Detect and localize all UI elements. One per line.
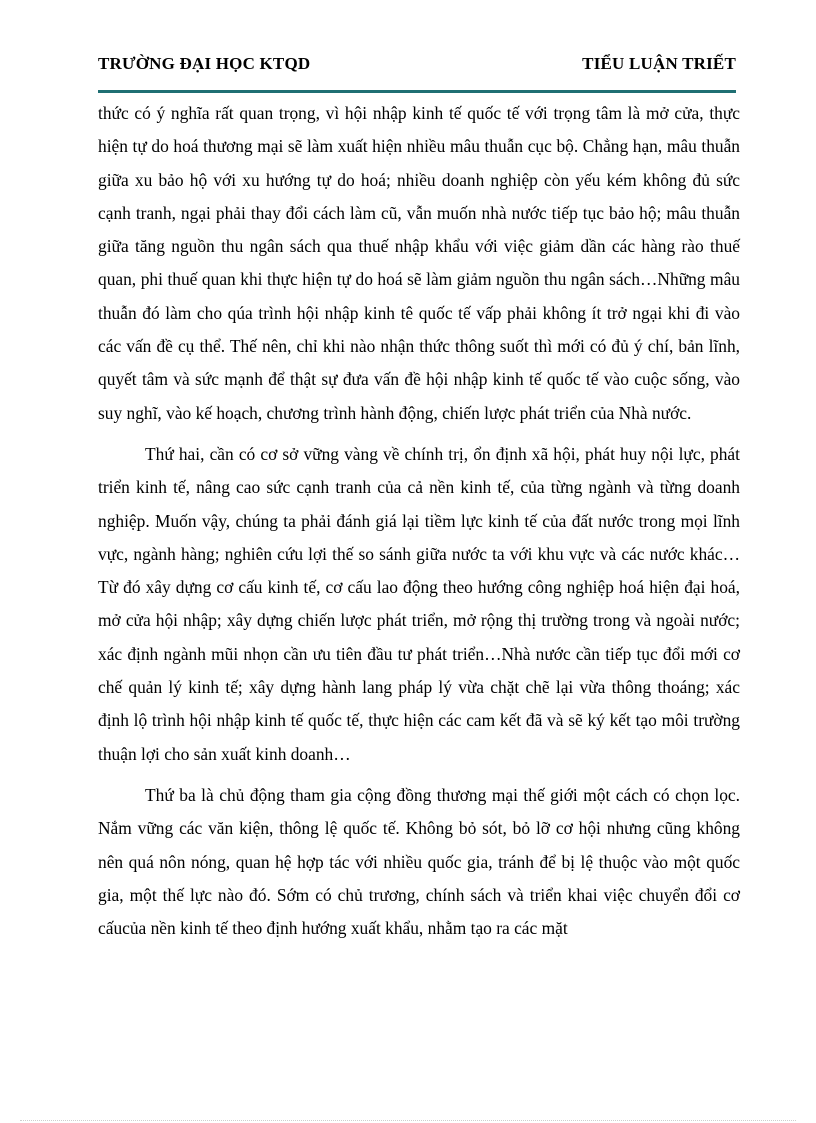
paragraph-thu-hai: Thứ hai, cần có cơ sở vững vàng về chính trị, ổn định xã hội, phát huy nội lực, phát triển kinh tế, nâng cao sức cạnh tranh của cả nền kinh tế, của từng ngành và từng doanh nghiệp. Muốn vậy, chúng ta phải đánh giá lại tiềm lực kinh tế của đất nước trong mọi lĩnh vực, ngành hàng; nghiên cứu lợi thế so sánh giữa nước ta với khu vực và các nước khác…Từ đó xây dựng cơ cấu kinh tế, cơ cấu lao động theo hướng công nghiệp hoá hiện đại hoá, mở cửa hội nhập; xây dựng chiến lược phát triển, mở rộng thị trường trong và ngoài nước; xác định ngành mũi nhọn cần ưu tiên đầu tư phát triển…Nhà nước cần tiếp tục đổi mới cơ chế quản lý kinh tế; xây dựng hành lang pháp lý vừa chặt chẽ lại vừa thông thoáng; xác định lộ trình hội nhập kinh tế quốc tế, thực hiện các cam kết đã và sẽ ký kết tạo môi trường thuận lợi cho sản xuất kinh doanh…	[98, 443, 740, 764]
paragraph-thu-ba: Thứ ba là chủ động tham gia cộng đồng thương mại thế giới một cách có chọn lọc. Nắm vững các văn kiện, thông lệ quốc tế. Không bỏ sót, bỏ lỡ cơ hội nhưng cũng không nên quá nôn nóng, quan hệ hợp tác với nhiều quốc gia, tránh để bị lệ thuộc vào một quốc gia, một thế lực nào đó. Sớm có chủ trương, chính sách và triển khai việc chuyển đổi cơ cấucủa nền kinh tế theo định hướng xuất khẩu, nhằm tạo ra các mặt	[98, 784, 740, 939]
paragraph-continued: thức có ý nghĩa rất quan trọng, vì hội nhập kinh tế quốc tế với trọng tâm là mở cửa, thực hiện tự do hoá thương mại sẽ làm xuất hiện nhiều mâu thuẫn cục bộ. Chẳng hạn, mâu thuẫn giữa xu bảo hộ với xu hướng tự do hoá; nhiều doanh nghiệp còn yếu kém không đủ sức cạnh tranh, ngại phải thay đổi cách làm cũ, vẫn muốn nhà nước tiếp tục bảo hộ; mâu thuẫn giữa tăng nguồn thu ngân sách qua thuế nhập khẩu với việc giảm dần các hàng rào thuế quan, phi thuế quan khi thực hiện tự do hoá sẽ làm giảm nguồn thu ngân sách…Những mâu thuẫn đó làm cho qúa trình hội nhập kinh tê quốc tế vấp phải không ít trở ngại khi đi vào các vấn đề cụ thể. Thế nên, chỉ khi nào nhận thức thông suốt thì mới có đủ ý chí, bản lĩnh, quyết tâm và sức mạnh để thật sự đưa vấn đề hội nhập kinh tế quốc tế vào cuộc sống, vào suy nghĩ, vào kế hoạch, chương trình hành động, chiến lược phát triển của Nhà nước.	[98, 103, 740, 423]
university-name: TRƯỜNG ĐẠI HỌC KTQD	[98, 54, 311, 73]
document-body	[98, 97, 740, 945]
page-bottom-border	[20, 1120, 796, 1121]
page-header	[98, 52, 736, 78]
header-divider	[98, 90, 736, 93]
document-title: TIỂU LUẬN TRIẾT	[582, 54, 736, 73]
